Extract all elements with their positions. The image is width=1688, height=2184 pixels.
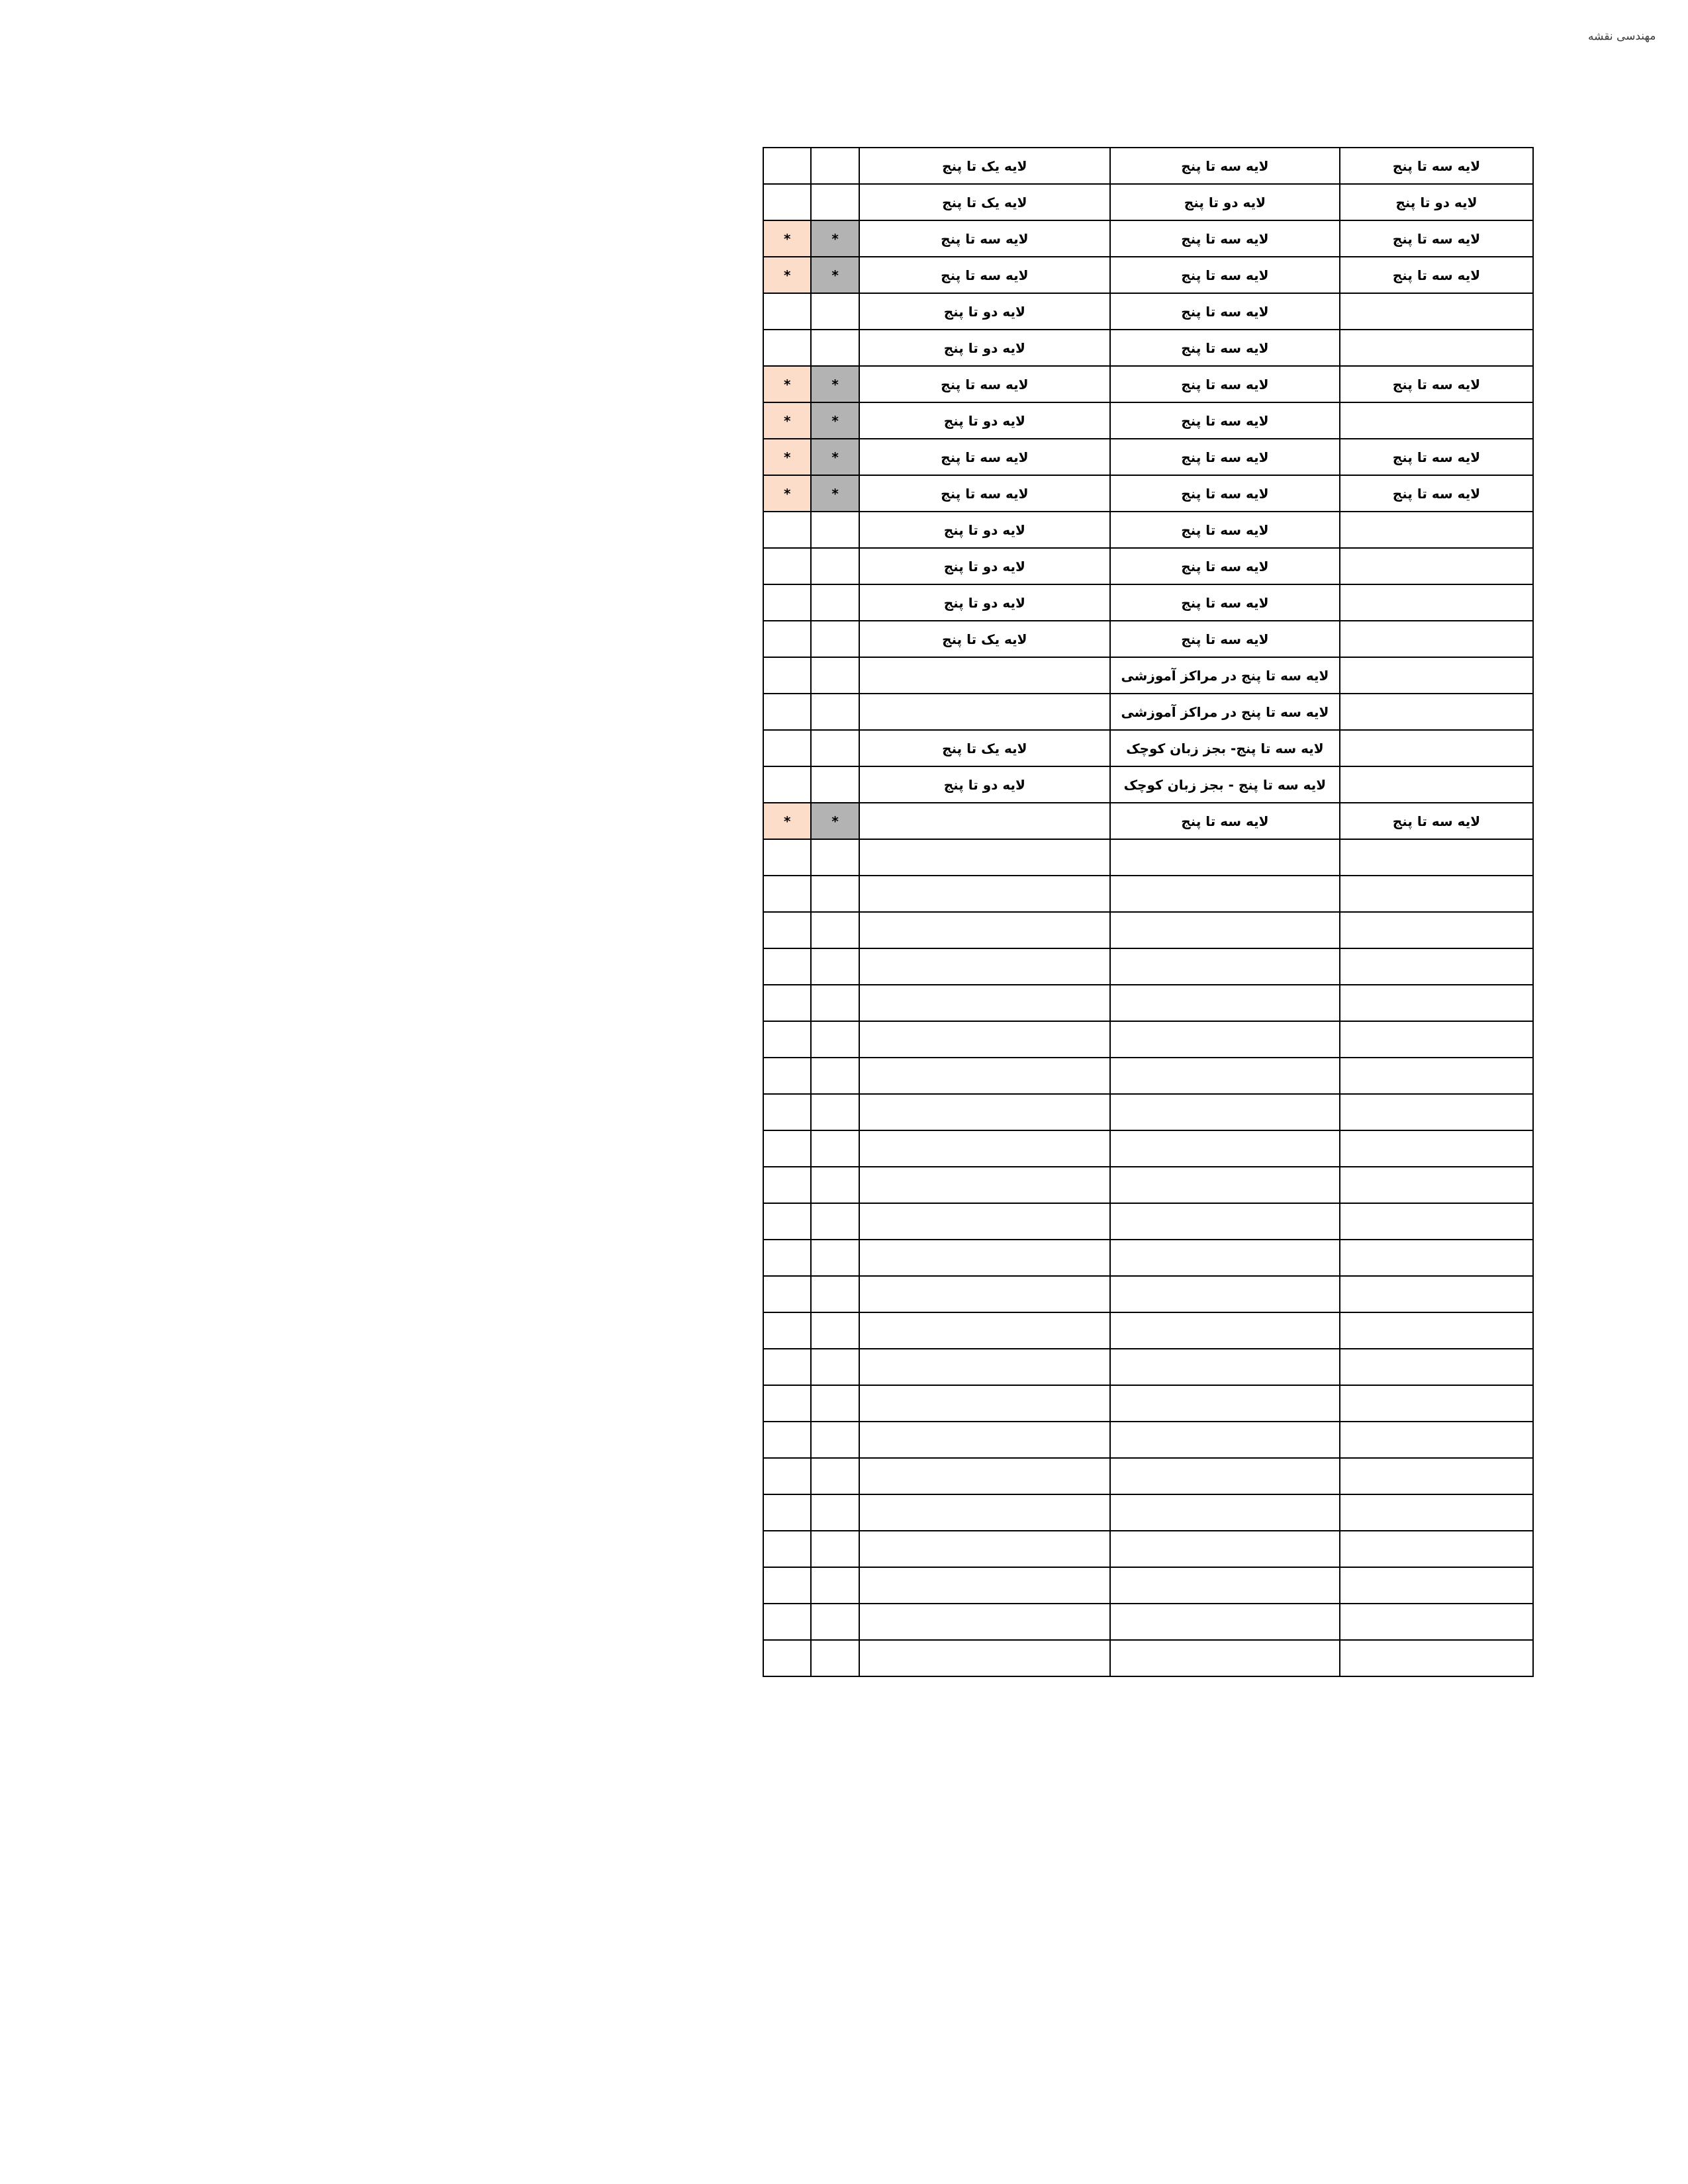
table-cell-mark-peach — [763, 694, 811, 730]
table-cell-3: لایه دو تا پنج — [859, 293, 1110, 330]
table-row — [763, 912, 1533, 948]
table-cell-2 — [1110, 1494, 1340, 1531]
table-cell-2: لایه سه تا پنج — [1110, 584, 1340, 621]
table-cell-3 — [859, 1203, 1110, 1240]
table-cell-3: لایه دو تا پنج — [859, 548, 1110, 584]
table-cell-mark-peach — [763, 1058, 811, 1094]
table-cell-2: لایه سه تا پنج در مراکز آموزشی — [1110, 657, 1340, 694]
table-cell-mark-gray — [811, 1385, 859, 1422]
table-cell-1: لایه سه تا پنج — [1340, 148, 1533, 184]
table-cell-1 — [1340, 1567, 1533, 1604]
table-cell-mark-peach: * — [763, 257, 811, 293]
table-cell-mark-gray — [811, 1312, 859, 1349]
table-cell-3 — [859, 1640, 1110, 1676]
table-cell-2 — [1110, 1422, 1340, 1458]
table-cell-3 — [859, 803, 1110, 839]
table-cell-3: لایه دو تا پنج — [859, 512, 1110, 548]
table-cell-1 — [1340, 1130, 1533, 1167]
table-cell-mark-peach — [763, 1130, 811, 1167]
table-cell-3 — [859, 1604, 1110, 1640]
table-cell-mark-gray — [811, 730, 859, 766]
table-row — [763, 985, 1533, 1021]
table-cell-2: لایه سه تا پنج — [1110, 366, 1340, 402]
table-cell-mark-peach: * — [763, 439, 811, 475]
table-cell-mark-peach — [763, 1240, 811, 1276]
table-cell-3 — [859, 694, 1110, 730]
table-cell-1: لایه سه تا پنج — [1340, 257, 1533, 293]
table-cell-mark-gray — [811, 512, 859, 548]
table-cell-mark-gray — [811, 584, 859, 621]
table-cell-mark-peach — [763, 1385, 811, 1422]
table-row — [763, 402, 1533, 439]
table-cell-2: لایه سه تا پنج — [1110, 402, 1340, 439]
table-cell-mark-gray — [811, 1058, 859, 1094]
table-cell-1: لایه دو تا پنج — [1340, 184, 1533, 220]
table-cell-mark-gray — [811, 1422, 859, 1458]
table-cell-mark-peach — [763, 730, 811, 766]
table-cell-2 — [1110, 1567, 1340, 1604]
table-cell-3 — [859, 1240, 1110, 1276]
table-cell-2: لایه سه تا پنج — [1110, 293, 1340, 330]
table-cell-3 — [859, 1094, 1110, 1130]
table-container — [763, 147, 1534, 1677]
table-cell-1 — [1340, 948, 1533, 985]
table-cell-mark-gray — [811, 1604, 859, 1640]
table-cell-mark-gray — [811, 657, 859, 694]
table-cell-mark-gray — [811, 1640, 859, 1676]
table-row — [763, 948, 1533, 985]
table-row — [763, 330, 1533, 366]
table-cell-3: لایه دو تا پنج — [859, 402, 1110, 439]
table-cell-mark-peach — [763, 1604, 811, 1640]
table-cell-2 — [1110, 1167, 1340, 1203]
table-cell-mark-peach: * — [763, 220, 811, 257]
table-cell-3 — [859, 1276, 1110, 1312]
table-row — [763, 257, 1533, 293]
table-cell-mark-gray — [811, 1349, 859, 1385]
table-cell-mark-peach — [763, 912, 811, 948]
table-cell-2: لایه سه تا پنج - بجز زبان کوچک — [1110, 766, 1340, 803]
table-cell-mark-peach — [763, 184, 811, 220]
table-cell-1 — [1340, 1094, 1533, 1130]
table-cell-2 — [1110, 1312, 1340, 1349]
table-row — [763, 584, 1533, 621]
table-cell-mark-gray: * — [811, 439, 859, 475]
table-cell-2 — [1110, 1640, 1340, 1676]
table-cell-mark-gray — [811, 1531, 859, 1567]
table-cell-1 — [1340, 584, 1533, 621]
table-cell-mark-gray — [811, 694, 859, 730]
table-cell-3: لایه دو تا پنج — [859, 330, 1110, 366]
table-cell-1 — [1340, 1422, 1533, 1458]
table-row — [763, 475, 1533, 512]
table-row — [763, 1167, 1533, 1203]
organization-logo: مهندسی نقشه — [1587, 29, 1656, 44]
table-cell-3 — [859, 1058, 1110, 1094]
table-cell-1 — [1340, 402, 1533, 439]
table-cell-2: لایه سه تا پنج- بجز زبان کوچک — [1110, 730, 1340, 766]
table-row — [763, 1458, 1533, 1494]
table-cell-mark-peach — [763, 876, 811, 912]
table-cell-2: لایه سه تا پنج — [1110, 148, 1340, 184]
layers-table — [763, 147, 1534, 1677]
table-cell-2: لایه سه تا پنج — [1110, 621, 1340, 657]
table-cell-1 — [1340, 1276, 1533, 1312]
table-cell-3 — [859, 948, 1110, 985]
table-row — [763, 220, 1533, 257]
table-cell-1 — [1340, 1167, 1533, 1203]
table-cell-1 — [1340, 1240, 1533, 1276]
table-cell-mark-gray — [811, 1494, 859, 1531]
table-cell-3: لایه سه تا پنج — [859, 475, 1110, 512]
table-row — [763, 1203, 1533, 1240]
table-cell-1 — [1340, 1203, 1533, 1240]
table-cell-1: لایه سه تا پنج — [1340, 803, 1533, 839]
table-cell-2: لایه سه تا پنج — [1110, 475, 1340, 512]
table-cell-1 — [1340, 839, 1533, 876]
table-cell-mark-gray — [811, 985, 859, 1021]
table-cell-1 — [1340, 293, 1533, 330]
table-cell-2: لایه سه تا پنج — [1110, 803, 1340, 839]
table-cell-2: لایه سه تا پنج — [1110, 257, 1340, 293]
table-cell-2 — [1110, 1021, 1340, 1058]
table-cell-mark-gray — [811, 1458, 859, 1494]
table-cell-2 — [1110, 948, 1340, 985]
table-cell-mark-gray — [811, 293, 859, 330]
table-cell-3: لایه سه تا پنج — [859, 366, 1110, 402]
table-cell-mark-gray — [811, 1276, 859, 1312]
table-cell-3 — [859, 1385, 1110, 1422]
table-row — [763, 512, 1533, 548]
table-cell-mark-peach — [763, 1349, 811, 1385]
table-cell-mark-peach — [763, 1312, 811, 1349]
table-body — [763, 148, 1533, 1676]
table-cell-mark-gray — [811, 876, 859, 912]
table-cell-mark-peach — [763, 1567, 811, 1604]
table-cell-mark-peach — [763, 548, 811, 584]
table-row — [763, 1640, 1533, 1676]
table-cell-2 — [1110, 1240, 1340, 1276]
table-cell-mark-gray: * — [811, 220, 859, 257]
table-cell-mark-gray: * — [811, 475, 859, 512]
table-cell-1 — [1340, 1021, 1533, 1058]
table-cell-2 — [1110, 1130, 1340, 1167]
table-row — [763, 1058, 1533, 1094]
table-cell-1 — [1340, 730, 1533, 766]
table-cell-1 — [1340, 1531, 1533, 1567]
table-cell-mark-peach: * — [763, 475, 811, 512]
table-row — [763, 1494, 1533, 1531]
table-row — [763, 876, 1533, 912]
table-cell-2 — [1110, 876, 1340, 912]
table-cell-3: لایه یک تا پنج — [859, 184, 1110, 220]
table-cell-2 — [1110, 1058, 1340, 1094]
table-cell-mark-peach: * — [763, 803, 811, 839]
table-cell-mark-peach — [763, 1494, 811, 1531]
table-cell-1 — [1340, 876, 1533, 912]
table-cell-mark-gray — [811, 1203, 859, 1240]
table-cell-mark-peach — [763, 766, 811, 803]
table-cell-2 — [1110, 985, 1340, 1021]
table-row — [763, 1349, 1533, 1385]
table-cell-3: لایه یک تا پنج — [859, 148, 1110, 184]
table-row — [763, 694, 1533, 730]
table-cell-2: لایه دو تا پنج — [1110, 184, 1340, 220]
table-row — [763, 1240, 1533, 1276]
table-cell-mark-gray — [811, 912, 859, 948]
table-cell-3 — [859, 1167, 1110, 1203]
table-row — [763, 1604, 1533, 1640]
table-cell-3: لایه سه تا پنج — [859, 439, 1110, 475]
table-cell-2: لایه سه تا پنج — [1110, 548, 1340, 584]
table-cell-1 — [1340, 1458, 1533, 1494]
table-cell-1 — [1340, 621, 1533, 657]
table-cell-mark-peach — [763, 1531, 811, 1567]
table-row — [763, 1385, 1533, 1422]
table-row — [763, 1567, 1533, 1604]
table-cell-2 — [1110, 1094, 1340, 1130]
table-cell-1 — [1340, 657, 1533, 694]
table-cell-mark-gray — [811, 1021, 859, 1058]
table-row — [763, 1130, 1533, 1167]
table-cell-mark-peach — [763, 839, 811, 876]
page-header — [1575, 13, 1668, 60]
table-cell-3 — [859, 1349, 1110, 1385]
table-cell-mark-gray — [811, 948, 859, 985]
table-cell-3 — [859, 1531, 1110, 1567]
table-cell-1 — [1340, 985, 1533, 1021]
table-cell-3 — [859, 1312, 1110, 1349]
table-cell-mark-peach — [763, 1422, 811, 1458]
table-cell-mark-gray — [811, 148, 859, 184]
table-row — [763, 184, 1533, 220]
table-cell-mark-peach — [763, 1167, 811, 1203]
table-cell-3 — [859, 1130, 1110, 1167]
table-cell-3: لایه یک تا پنج — [859, 621, 1110, 657]
table-cell-mark-gray: * — [811, 257, 859, 293]
table-cell-2: لایه سه تا پنج — [1110, 330, 1340, 366]
table-cell-3 — [859, 876, 1110, 912]
table-cell-mark-peach — [763, 1203, 811, 1240]
table-cell-1: لایه سه تا پنج — [1340, 366, 1533, 402]
table-cell-mark-gray — [811, 1094, 859, 1130]
table-row — [763, 1021, 1533, 1058]
table-row — [763, 1531, 1533, 1567]
table-cell-3 — [859, 1422, 1110, 1458]
table-cell-3: لایه سه تا پنج — [859, 257, 1110, 293]
table-cell-mark-peach — [763, 1458, 811, 1494]
table-cell-1 — [1340, 1604, 1533, 1640]
table-cell-1 — [1340, 1312, 1533, 1349]
table-cell-1 — [1340, 330, 1533, 366]
table-row — [763, 366, 1533, 402]
table-cell-1: لایه سه تا پنج — [1340, 475, 1533, 512]
table-cell-1 — [1340, 1349, 1533, 1385]
table-cell-3 — [859, 1567, 1110, 1604]
table-cell-mark-peach — [763, 985, 811, 1021]
table-cell-1: لایه سه تا پنج — [1340, 220, 1533, 257]
table-cell-2 — [1110, 1385, 1340, 1422]
table-cell-2 — [1110, 1203, 1340, 1240]
table-cell-mark-gray — [811, 1167, 859, 1203]
table-cell-mark-peach — [763, 512, 811, 548]
table-cell-mark-peach — [763, 330, 811, 366]
table-cell-3 — [859, 912, 1110, 948]
table-cell-1 — [1340, 1385, 1533, 1422]
table-cell-2: لایه سه تا پنج — [1110, 512, 1340, 548]
table-cell-mark-gray — [811, 766, 859, 803]
table-cell-2 — [1110, 912, 1340, 948]
table-cell-1 — [1340, 1494, 1533, 1531]
table-cell-1 — [1340, 1640, 1533, 1676]
table-row — [763, 548, 1533, 584]
table-row — [763, 657, 1533, 694]
table-cell-2 — [1110, 839, 1340, 876]
table-cell-mark-gray: * — [811, 402, 859, 439]
table-row — [763, 1276, 1533, 1312]
table-row — [763, 1094, 1533, 1130]
table-cell-2: لایه سه تا پنج — [1110, 439, 1340, 475]
table-cell-mark-gray — [811, 1240, 859, 1276]
table-cell-mark-gray: * — [811, 803, 859, 839]
table-cell-3 — [859, 839, 1110, 876]
table-row — [763, 803, 1533, 839]
table-row — [763, 439, 1533, 475]
table-cell-mark-gray — [811, 1567, 859, 1604]
table-cell-mark-gray — [811, 839, 859, 876]
table-cell-2 — [1110, 1531, 1340, 1567]
table-cell-2 — [1110, 1458, 1340, 1494]
table-cell-mark-gray — [811, 1130, 859, 1167]
table-cell-mark-gray — [811, 330, 859, 366]
table-cell-3: لایه سه تا پنج — [859, 220, 1110, 257]
table-cell-3: لایه یک تا پنج — [859, 730, 1110, 766]
table-cell-mark-gray — [811, 548, 859, 584]
table-cell-mark-peach — [763, 148, 811, 184]
table-cell-mark-peach — [763, 948, 811, 985]
table-cell-3: لایه دو تا پنج — [859, 584, 1110, 621]
table-cell-mark-peach — [763, 1094, 811, 1130]
table-cell-mark-peach: * — [763, 366, 811, 402]
table-cell-mark-peach: * — [763, 402, 811, 439]
table-row — [763, 1422, 1533, 1458]
table-cell-2: لایه سه تا پنج در مراکز آموزشی — [1110, 694, 1340, 730]
table-cell-1 — [1340, 548, 1533, 584]
table-cell-3: لایه دو تا پنج — [859, 766, 1110, 803]
table-cell-1 — [1340, 912, 1533, 948]
table-cell-3 — [859, 657, 1110, 694]
table-cell-3 — [859, 985, 1110, 1021]
table-cell-3 — [859, 1494, 1110, 1531]
table-cell-2 — [1110, 1349, 1340, 1385]
table-cell-mark-gray — [811, 184, 859, 220]
table-cell-mark-peach — [763, 293, 811, 330]
table-cell-1 — [1340, 766, 1533, 803]
table-row — [763, 730, 1533, 766]
table-cell-1 — [1340, 1058, 1533, 1094]
table-cell-mark-gray: * — [811, 366, 859, 402]
table-cell-mark-gray — [811, 621, 859, 657]
table-cell-3 — [859, 1021, 1110, 1058]
table-row — [763, 293, 1533, 330]
table-cell-2 — [1110, 1604, 1340, 1640]
table-cell-mark-peach — [763, 657, 811, 694]
table-row — [763, 839, 1533, 876]
table-cell-mark-peach — [763, 584, 811, 621]
table-row — [763, 1312, 1533, 1349]
table-row — [763, 148, 1533, 184]
table-cell-mark-peach — [763, 1640, 811, 1676]
table-cell-3 — [859, 1458, 1110, 1494]
table-cell-1 — [1340, 694, 1533, 730]
table-cell-1 — [1340, 512, 1533, 548]
table-cell-mark-peach — [763, 1276, 811, 1312]
table-row — [763, 766, 1533, 803]
table-cell-2 — [1110, 1276, 1340, 1312]
table-cell-2: لایه سه تا پنج — [1110, 220, 1340, 257]
table-cell-mark-peach — [763, 621, 811, 657]
table-cell-mark-peach — [763, 1021, 811, 1058]
table-row — [763, 621, 1533, 657]
table-cell-1: لایه سه تا پنج — [1340, 439, 1533, 475]
